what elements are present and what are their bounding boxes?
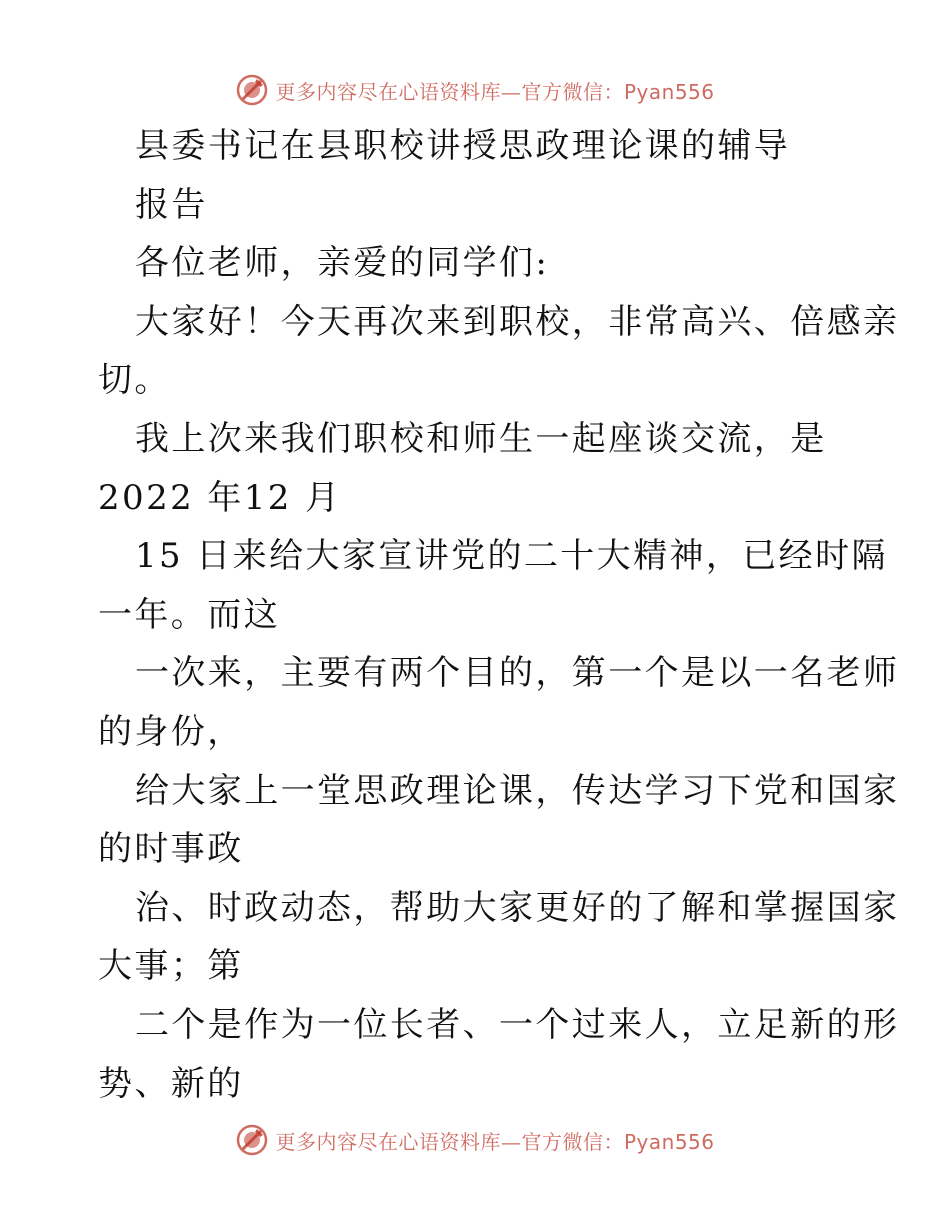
watermark-logo-icon <box>235 1123 269 1157</box>
body-line: 的身份， <box>98 711 244 752</box>
watermark-cn-text: 更多内容尽在心语资料库—官方微信： <box>275 79 624 104</box>
body-line: 15 日来给大家宣讲党的二十大精神，已经时隔 <box>135 536 888 577</box>
body-line: 二个是作为一位长者、一个过来人，立足新的形 <box>135 1004 900 1045</box>
header-watermark <box>0 70 950 110</box>
body-line: 大家好！今天再次来到职校，非常高兴、倍感亲 <box>135 301 900 342</box>
body-line: 治、时政动态，帮助大家更好的了解和掌握国家 <box>135 887 900 928</box>
watermark-wechat-id: Pyan556 <box>623 1129 715 1154</box>
document-body <box>98 117 900 1113</box>
body-line: 的时事政 <box>98 829 244 870</box>
title-line-1: 县委书记在县职校讲授思政理论课的辅导 <box>135 126 791 166</box>
body-line: 一年。而这 <box>98 594 280 635</box>
watermark-wechat-id: Pyan556 <box>623 79 715 104</box>
body-line: 我上次来我们职校和师生一起座谈交流，是 <box>135 418 827 459</box>
body-line: 给大家上一堂思政理论课，传达学习下党和国家 <box>135 770 900 811</box>
body-line: 2022 年12 月 <box>98 477 342 518</box>
watermark-text <box>275 1126 714 1155</box>
watermark-logo-icon <box>235 73 269 107</box>
watermark-text <box>275 76 714 105</box>
body-line: 切。 <box>98 360 171 401</box>
footer-watermark <box>0 1120 950 1160</box>
body-line: 势、新的 <box>98 1063 244 1104</box>
watermark-cn-text: 更多内容尽在心语资料库—官方微信： <box>275 1129 624 1154</box>
body-line: 一次来，主要有两个目的，第一个是以一名老师 <box>135 653 900 694</box>
title-line-2: 报告 <box>135 184 208 225</box>
salutation-line: 各位老师，亲爱的同学们: <box>135 243 550 284</box>
body-line: 大事；第 <box>98 946 244 987</box>
